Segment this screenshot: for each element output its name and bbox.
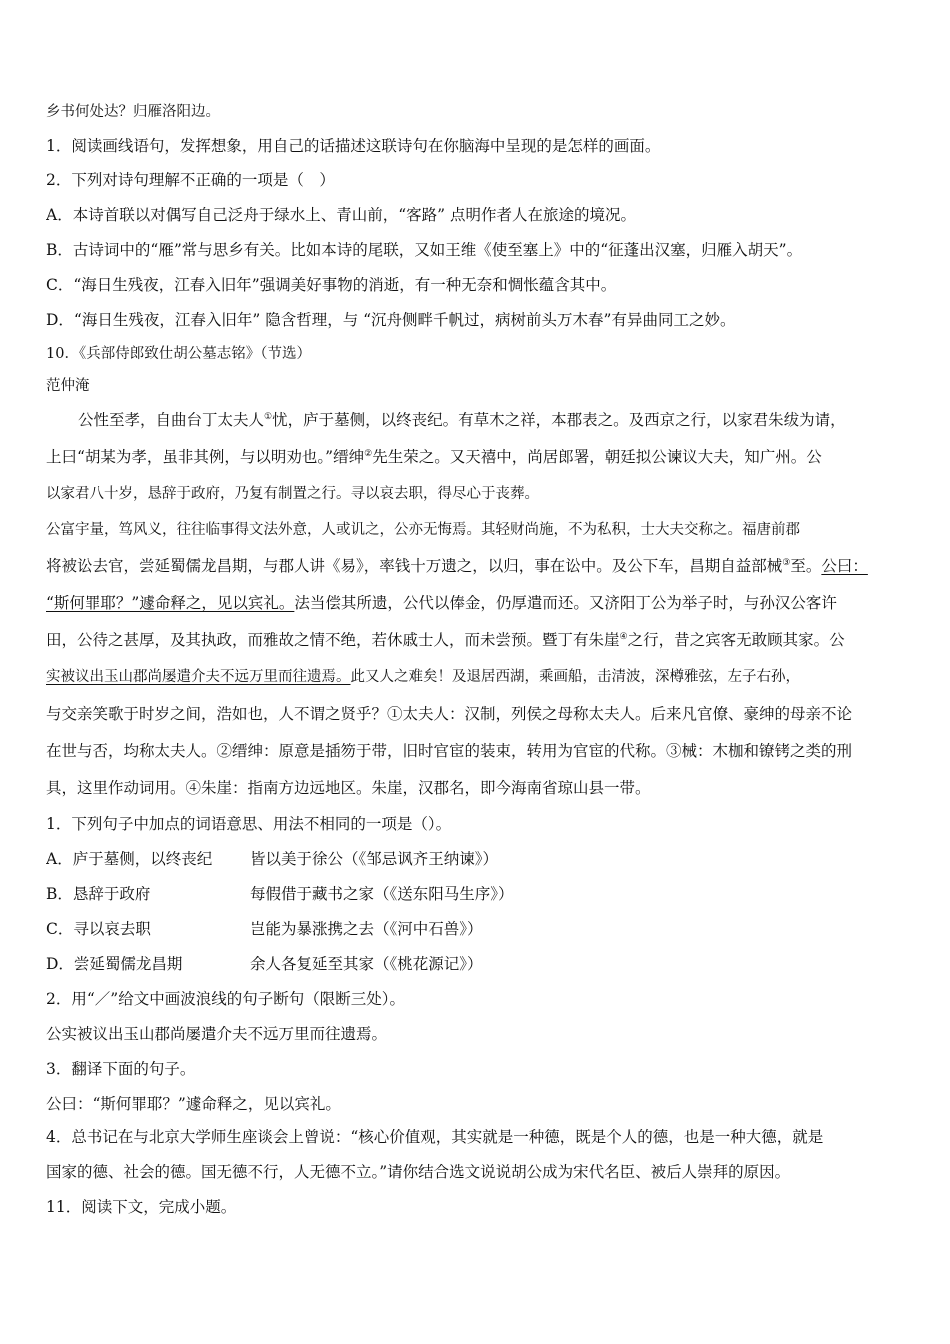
- option-c: C．“海日生残夜，江春入旧年”强调美好事物的消逝，有一种无奈和惆怅蕴含其中。: [46, 276, 617, 294]
- question-10-4-line1: 4．总书记在与北京大学师生座谈会上曾说：“核心价值观，其实就是一种德，既是个人的德，也是一种大德，就是: [46, 1128, 824, 1146]
- question-10-2: 2．用“／”给文中画波浪线的句子断句（限断三处）。: [46, 990, 405, 1008]
- passage-line-5: 将被讼去官，尝延蜀儒龙昌期，与郡人讲《易》，率钱十万遗之，以归，事在讼中。及公下车，昌期自益部械③至。公曰：: [46, 557, 868, 575]
- choice-d: D．尝延蜀儒龙昌期 余人各复延至其家（《桃花源记》）: [46, 955, 483, 973]
- question-10-4-line2: 国家的德、社会的德。国无德不行，人无德不立。”请你结合选文说说胡公成为宋代名臣、被后人崇拜的原因。: [46, 1163, 791, 1181]
- passage-line-1: 公性至孝，自曲台丁太夫人①忧，庐于墓侧，以终丧纪。有草木之祥，本郡表之。及西京之行，以家君朱绂为请，: [78, 411, 846, 429]
- note-marker-2: ②: [364, 448, 373, 459]
- choice-b: B．恳辞于政府 每假借于藏书之家（《送东阳马生序》）: [46, 885, 514, 903]
- passage-line-11: 具，这里作动词用。④朱崖：指南方边远地区。朱崖，汉郡名，即今海南省琼山县一带。: [46, 779, 651, 797]
- note-marker-1: ①: [264, 411, 273, 422]
- underlined-sentence-part2: “斯何罪耶？”遽命释之，见以宾礼。: [46, 594, 295, 612]
- author-name: 范仲淹: [46, 378, 90, 394]
- option-d: D．“海日生残夜，江春入旧年” 隐含哲理，与 “沉舟侧畔千帆过，病树前头万木春”有异曲同工之妙。: [46, 311, 736, 329]
- underlined-sentence-part1: 公曰：: [821, 557, 868, 575]
- note-marker-3: ③: [782, 557, 791, 568]
- passage-line-8: 实被议出玉山郡尚屡遣介夫不远万里而往遗焉。此又人之难矣！及退居西湖，乘画船，击清波，深樽雅弦，左子右孙，: [46, 669, 800, 685]
- passage-line-6: “斯何罪耶？”遽命释之，见以宾礼。法当偿其所遗，公代以俸金，仍厚遣而还。又济阳丁公为举子时，与孙汉公客许: [46, 594, 837, 612]
- option-a: A．本诗首联以对偶写自己泛舟于绿水上、青山前，“客路” 点明作者人在旅途的境况。: [46, 206, 636, 224]
- note-marker-4: ④: [619, 631, 628, 642]
- question-9-1: 1．阅读画线语句，发挥想象，用自己的话描述这联诗句在你脑海中呈现的是怎样的画面。: [46, 137, 661, 155]
- passage-line-10: 在世与否，均称太夫人。②缙绅：原意是插笏于带，旧时官宦的装束，转用为官宦的代称。③械：木枷和镣铐之类的刑: [46, 742, 853, 760]
- passage-line-9: 与交亲笑歌于时岁之间，浩如也，人不谓之贤乎？①太夫人：汉制，列侯之母称太夫人。后来凡官僚、豪绅的母亲不论: [46, 705, 853, 723]
- choice-a: A．庐于墓侧，以终丧纪 皆以美于徐公（《邹忌讽齐王纳谏》）: [46, 850, 499, 868]
- question-10-3: 3．翻译下面的句子。: [46, 1060, 196, 1078]
- passage-line-7: 田，公待之甚厚，及其执政，而雅故之情不绝，若休戚士人，而未尝预。暨丁有朱崖④之行，昔之宾客无敢顾其家。公: [46, 631, 845, 649]
- question-10-2-sentence: 公实被议出玉山郡尚屡遣介夫不远万里而往遗焉。: [46, 1025, 388, 1043]
- question-10-3-sentence: 公曰：“斯何罪耶？”遽命释之，见以宾礼。: [46, 1095, 341, 1113]
- option-b: B．古诗词中的“雁”常与思乡有关。比如本诗的尾联，又如王维《使至塞上》中的“征蓬出汉塞，归雁入胡天”。: [46, 241, 803, 259]
- passage-line-3: 以家君八十岁，恳辞于政府，乃复有制置之行。寻以哀去职，得尽心于丧葬。: [46, 486, 539, 502]
- section-11-title: 11．阅读下文，完成小题。: [46, 1198, 237, 1216]
- passage-line-4: 公富宇量，笃风义，往往临事得文法外意，人或讥之，公亦无悔焉。其轻财尚施，不为私积，士大夫交称之。福唐前郡: [46, 522, 800, 538]
- passage-line-2: 上曰“胡某为孝，虽非其例，与以明劝也。”缙绅②先生荣之。又天禧中，尚居郎署，朝廷拟公谏议大夫，知广州。公: [46, 448, 822, 466]
- question-9-2: 2．下列对诗句理解不正确的一项是（ ）: [46, 171, 335, 189]
- choice-c: C．寻以哀去职 岂能为暴涨携之去（《河中石兽》）: [46, 920, 483, 938]
- section-10-title: 10．《兵部侍郎致仕胡公墓志铭》（节选）: [46, 346, 311, 362]
- poem-last-line: 乡书何处达？归雁洛阳边。: [46, 104, 220, 120]
- question-10-1: 1．下列句子中加点的词语意思、用法不相同的一项是（）。: [46, 815, 452, 833]
- wavy-underlined-sentence: 实被议出玉山郡尚屡遣介夫不远万里而往遗焉。: [46, 669, 351, 685]
